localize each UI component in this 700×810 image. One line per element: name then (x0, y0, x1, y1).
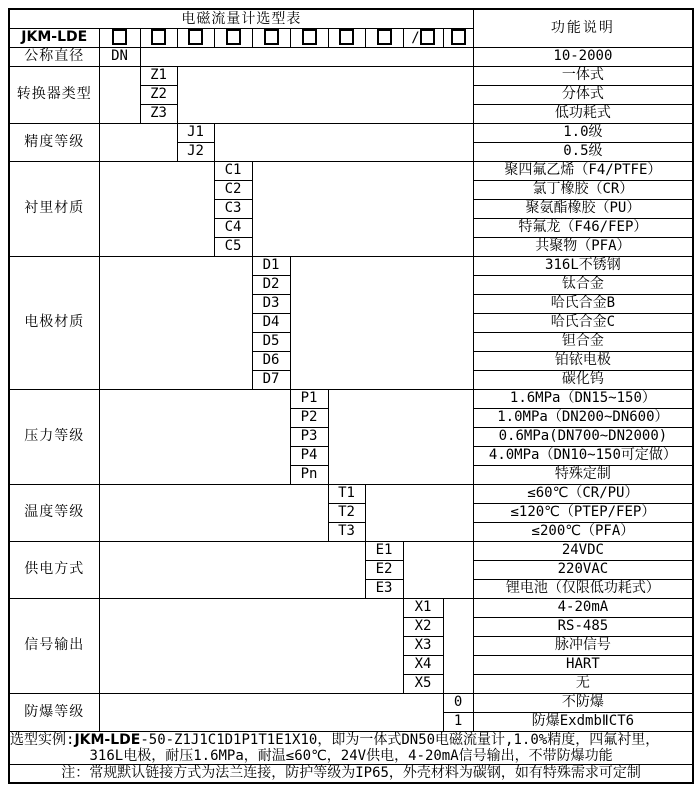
example-label: 选型实例: (10, 731, 75, 748)
code-cell-J1: J1 (177, 123, 214, 142)
table-row (9, 256, 693, 275)
empty-cell (443, 598, 473, 693)
empty-cell (365, 484, 473, 541)
category-power-supply: 供电方式 (9, 541, 99, 598)
code-cell-C2: C2 (214, 180, 252, 199)
code-cell-Z2: Z2 (140, 85, 177, 104)
code-cell-P3: P3 (290, 427, 328, 446)
empty-cell (214, 123, 473, 161)
desc-cell-DN: 10-2000 (473, 47, 693, 66)
category-explosion-proof-class: 防爆等级 (9, 693, 99, 731)
desc-cell-X4: HART (473, 655, 693, 674)
checkbox-icon (151, 29, 166, 45)
desc-cell-T1: ≤60℃（CR/PU） (473, 484, 693, 503)
code-cell-Z3: Z3 (140, 104, 177, 123)
empty-cell (99, 256, 252, 389)
title-row (9, 9, 693, 28)
desc-cell-D2: 钛合金 (473, 275, 693, 294)
example-line1 (10, 732, 692, 748)
code-cell-T2: T2 (328, 503, 365, 522)
code-cell-D2: D2 (252, 275, 290, 294)
table-row (9, 693, 693, 712)
desc-cell-Z1: 一体式 (473, 66, 693, 85)
checkbox-icon (339, 29, 354, 45)
category-lining-material: 衬里材质 (9, 161, 99, 256)
checkbox-icon (451, 29, 466, 45)
table-row (9, 541, 693, 560)
desc-cell-D7: 碳化钨 (473, 370, 693, 389)
desc-cell-X1: 4-20mA (473, 598, 693, 617)
code-cell-C1: C1 (214, 161, 252, 180)
desc-cell-P3: 0.6MPa(DN700~DN2000) (473, 427, 693, 446)
desc-cell-D4: 哈氏合金C (473, 313, 693, 332)
empty-cell (99, 123, 177, 161)
desc-cell-E2: 220VAC (473, 560, 693, 579)
desc-cell-C5: 共聚物（PFA） (473, 237, 693, 256)
empty-cell (99, 484, 328, 541)
table-row (9, 161, 693, 180)
code-cell-C3: C3 (214, 199, 252, 218)
category-nominal-diameter: 公称直径 (9, 47, 99, 66)
desc-cell-T2: ≤120℃（PTEP/FEP） (473, 503, 693, 522)
code-cell-T1: T1 (328, 484, 365, 503)
code-cell-D3: D3 (252, 294, 290, 313)
category-electrode-material: 电极材质 (9, 256, 99, 389)
desc-cell-X2: RS-485 (473, 617, 693, 636)
table-title: 电磁流量计选型表 (9, 9, 473, 28)
desc-cell-E3: 锂电池（仅限低功耗式） (473, 579, 693, 598)
empty-cell (99, 161, 214, 256)
code-cell-P2: P2 (290, 408, 328, 427)
desc-cell-D1: 316L不锈钢 (473, 256, 693, 275)
example-line2: 316L电极，耐压1.6MPa，耐温≤60℃，24V供电，4-20mA信号输出，不带防爆功能 (89, 747, 613, 764)
code-cell-X1: X1 (403, 598, 443, 617)
code-cell-X2: X2 (403, 617, 443, 636)
selection-table-body (9, 47, 693, 731)
model-box-cell (252, 28, 290, 47)
function-column-header: 功能说明 (473, 9, 693, 47)
table-row (9, 47, 693, 66)
desc-cell-1: 防爆ExdmbⅡCT6 (473, 712, 693, 731)
model-box-cell (214, 28, 252, 47)
code-cell-D6: D6 (252, 351, 290, 370)
code-cell-Z1: Z1 (140, 66, 177, 85)
desc-cell-J2: 0.5级 (473, 142, 693, 161)
desc-cell-0: 不防爆 (473, 693, 693, 712)
table-row (9, 123, 693, 142)
empty-cell (328, 389, 473, 484)
checkbox-icon (226, 29, 241, 45)
checkbox-icon (112, 29, 127, 45)
example-cell (9, 731, 693, 764)
code-cell-T3: T3 (328, 522, 365, 541)
empty-cell (140, 47, 473, 66)
empty-cell (177, 66, 473, 123)
category-converter-type: 转换器类型 (9, 66, 99, 123)
code-cell-X4: X4 (403, 655, 443, 674)
empty-cell (290, 256, 473, 389)
table-row (9, 66, 693, 85)
desc-cell-P1: 1.6MPa（DN15~150） (473, 389, 693, 408)
model-box-cell (177, 28, 214, 47)
desc-cell-C3: 聚氨酯橡胶（PU） (473, 199, 693, 218)
desc-cell-Z2: 分体式 (473, 85, 693, 104)
code-cell-1: 1 (443, 712, 473, 731)
empty-cell (99, 389, 290, 484)
selection-table-head (9, 9, 693, 47)
empty-cell (403, 541, 473, 598)
empty-cell (252, 161, 473, 256)
desc-cell-C1: 聚四氟乙烯（F4/PTFE） (473, 161, 693, 180)
model-box-cell (328, 28, 365, 47)
model-box-cell: / (403, 28, 443, 47)
desc-cell-X5: 无 (473, 674, 693, 693)
code-cell-C4: C4 (214, 218, 252, 237)
code-cell-X5: X5 (403, 674, 443, 693)
model-box-cell (140, 28, 177, 47)
category-pressure-class: 压力等级 (9, 389, 99, 484)
empty-cell (99, 598, 403, 693)
code-cell-P1: P1 (290, 389, 328, 408)
code-cell-E3: E3 (365, 579, 403, 598)
checkbox-icon (188, 29, 203, 45)
code-cell-E2: E2 (365, 560, 403, 579)
code-cell-E1: E1 (365, 541, 403, 560)
code-cell-D7: D7 (252, 370, 290, 389)
code-cell-DN: DN (99, 47, 140, 66)
checkbox-icon (264, 29, 279, 45)
desc-cell-J1: 1.0级 (473, 123, 693, 142)
desc-cell-D5: 钽合金 (473, 332, 693, 351)
category-signal-output: 信号输出 (9, 598, 99, 693)
desc-cell-E1: 24VDC (473, 541, 693, 560)
note-row (9, 764, 693, 783)
code-cell-0: 0 (443, 693, 473, 712)
note-cell: 注：常规默认链接方式为法兰连接，防护等级为IP65，外壳材料为碳钢，如有特殊需求可定制 (9, 764, 693, 783)
desc-cell-C2: 氯丁橡胶（CR） (473, 180, 693, 199)
selection-table (8, 8, 694, 784)
desc-cell-T3: ≤200℃（PFA） (473, 522, 693, 541)
code-cell-D1: D1 (252, 256, 290, 275)
desc-cell-P4: 4.0MPa（DN10~150可定做） (473, 446, 693, 465)
code-cell-Pn: Pn (290, 465, 328, 484)
category-accuracy-class: 精度等级 (9, 123, 99, 161)
model-prefix: JKM-LDE (9, 28, 99, 47)
empty-cell (99, 541, 365, 598)
model-box-cell (99, 28, 140, 47)
empty-cell (99, 693, 443, 731)
desc-cell-C4: 特氟龙（F46/FEP） (473, 218, 693, 237)
code-cell-D5: D5 (252, 332, 290, 351)
code-cell-J2: J2 (177, 142, 214, 161)
desc-cell-Pn: 特殊定制 (473, 465, 693, 484)
selection-table-foot (9, 731, 693, 783)
model-box-cell (365, 28, 403, 47)
desc-cell-D6: 铂铱电极 (473, 351, 693, 370)
desc-cell-X3: 脉冲信号 (473, 636, 693, 655)
table-row (9, 389, 693, 408)
example-model: JKM-LDE (74, 731, 141, 748)
category-temperature-class: 温度等级 (9, 484, 99, 541)
checkbox-icon (302, 29, 317, 45)
code-cell-P4: P4 (290, 446, 328, 465)
example-line1-rest: -50-Z1J1C1D1P1T1E1X10，即为一体式DN50电磁流量计,1.0%精度，四氟衬里， (140, 731, 660, 748)
empty-cell (99, 66, 140, 123)
model-box-cell (443, 28, 473, 47)
checkbox-icon (420, 29, 435, 45)
table-row (9, 598, 693, 617)
code-cell-X3: X3 (403, 636, 443, 655)
checkbox-icon (377, 29, 392, 45)
desc-cell-P2: 1.0MPa（DN200~DN600） (473, 408, 693, 427)
table-row (9, 484, 693, 503)
code-cell-C5: C5 (214, 237, 252, 256)
desc-cell-D3: 哈氏合金B (473, 294, 693, 313)
example-row (9, 731, 693, 764)
model-box-cell (290, 28, 328, 47)
code-cell-D4: D4 (252, 313, 290, 332)
desc-cell-Z3: 低功耗式 (473, 104, 693, 123)
